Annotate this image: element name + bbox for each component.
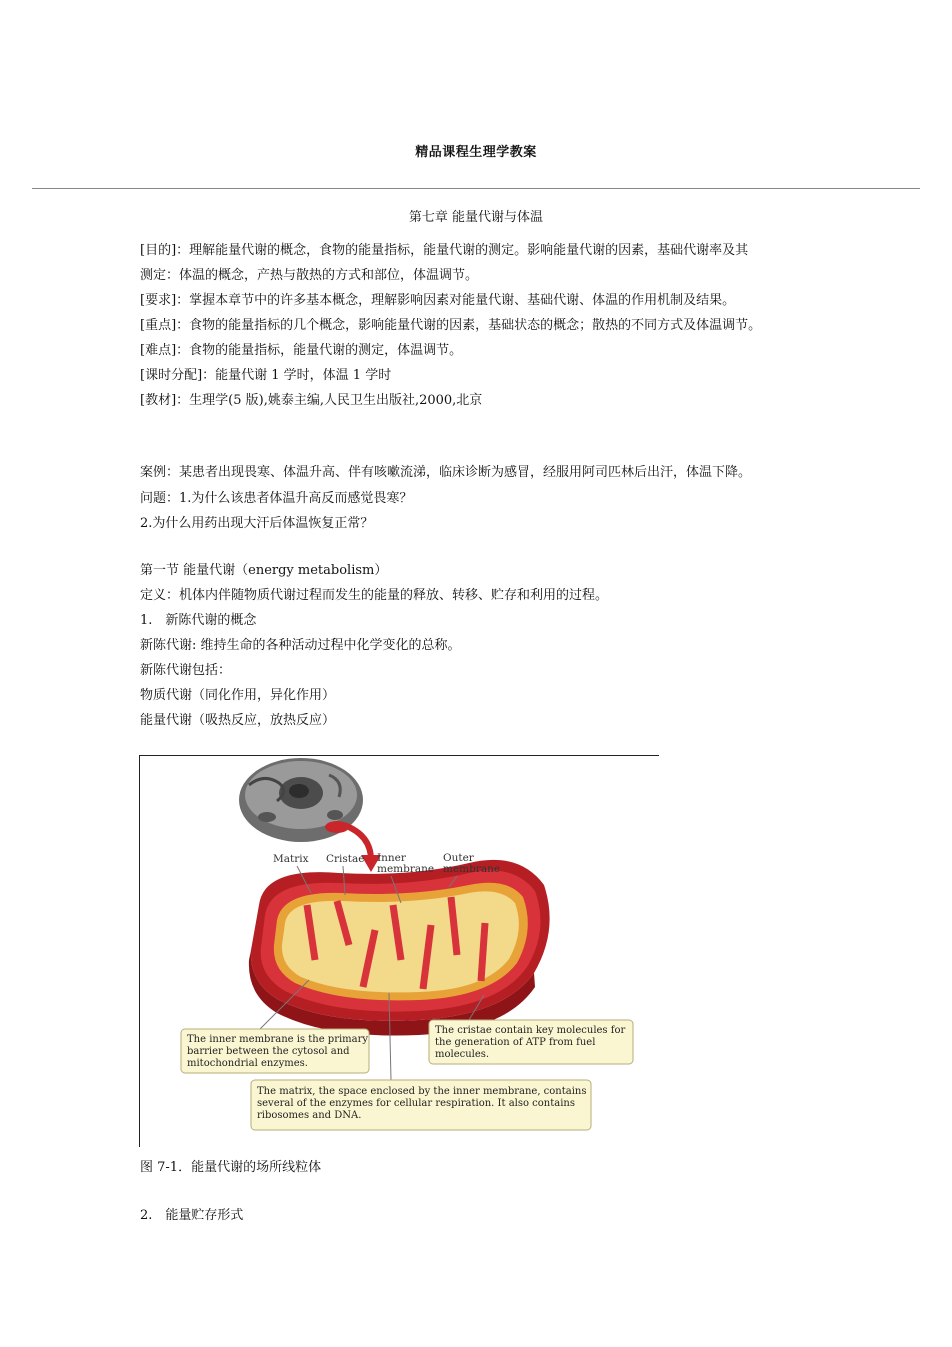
hours-line: [课时分配]：能量代谢 1 学时，体温 1 学时: [140, 368, 392, 383]
definition-line: 定义：机体内伴随物质代谢过程而发生的能量的释放、转移、贮存和利用的过程。: [140, 588, 609, 603]
energy-metabolism: 能量代谢（吸热反应，放热反应）: [140, 713, 336, 728]
objective-line-1: [目的]：理解能量代谢的概念，食物的能量指标，能量代谢的测定。影响能量代谢的因素，基础代谢率及其: [140, 243, 749, 258]
cell-illustration: [239, 758, 363, 842]
section-1-title: 第一节 能量代谢（energy metabolism）: [140, 563, 388, 578]
requirement-line: [要求]：掌握本章节中的许多基本概念，理解影响因素对能量代谢、基础代谢、体温的作用机制及结果。: [140, 293, 736, 308]
difficulties-line: [难点]：食物的能量指标，能量代谢的测定，体温调节。: [140, 343, 463, 358]
label-matrix: Matrix: [273, 853, 309, 865]
material-metabolism: 物质代谢（同化作用，异化作用）: [140, 688, 336, 703]
chapter-title: 第七章 能量代谢与体温: [408, 210, 544, 225]
inner-callout-line-1: The inner membrane is the primary: [187, 1034, 369, 1045]
matrix-callout-line-3: ribosomes and DNA.: [257, 1110, 362, 1121]
textbook-line: [教材]：生理学(5 版),姚泰主编,人民卫生出版社,2000,北京: [140, 393, 483, 408]
label-cristae: Cristae: [326, 853, 365, 865]
label-outer-2: membrane: [443, 863, 501, 875]
metabolism-includes: 新陈代谢包括：: [140, 663, 232, 678]
label-inner-1: Inner: [377, 852, 406, 864]
question-line-1: 问题：1.为什么该患者体温升高反而感觉畏寒？: [140, 491, 413, 506]
page-header-title: 精品课程生理学教案: [415, 145, 537, 160]
label-outer-1: Outer: [443, 852, 474, 864]
cristae-callout-line-1: The cristae contain key molecules for: [435, 1025, 626, 1036]
mitochondria-figure: [139, 755, 659, 1147]
figure-caption: 图 7-1．能量代谢的场所线粒体: [140, 1160, 322, 1175]
question-line-2: 2.为什么用药出现大汗后体温恢复正常？: [140, 516, 374, 531]
matrix-callout-line-2: several of the enzymes for cellular respiration. It also contains: [257, 1098, 575, 1109]
header-divider: [32, 188, 920, 189]
case-line: 案例：某患者出现畏寒、体温升高、伴有咳嗽流涕，临床诊断为感冒，经服用阿司匹林后出汗，体温下降。: [140, 465, 752, 480]
cristae-callout-line-3: molecules.: [435, 1049, 490, 1060]
matrix-callout-line-1: The matrix, the space enclosed by the inner membrane, contains: [257, 1086, 587, 1097]
subsection-1-title: 1. 新陈代谢的概念: [140, 613, 257, 628]
inner-callout-line-2: barrier between the cytosol and: [187, 1046, 350, 1057]
cristae-callout-line-2: the generation of ATP from fuel: [435, 1037, 596, 1048]
inner-callout-line-3: mitochondrial enzymes.: [187, 1058, 308, 1069]
metabolism-definition: 新陈代谢: 维持生命的各种活动过程中化学变化的总称。: [140, 638, 461, 653]
key-points-line: [重点]：食物的能量指标的几个概念，影响能量代谢的因素，基础状态的概念；散热的不同方式及体温调节。: [140, 318, 762, 333]
mitochondrion-illustration: [249, 860, 550, 1036]
label-inner-2: membrane: [377, 863, 435, 875]
objective-line-2: 测定：体温的概念，产热与散热的方式和部位，体温调节。: [140, 268, 479, 283]
subsection-2-title: 2. 能量贮存形式: [140, 1208, 244, 1223]
